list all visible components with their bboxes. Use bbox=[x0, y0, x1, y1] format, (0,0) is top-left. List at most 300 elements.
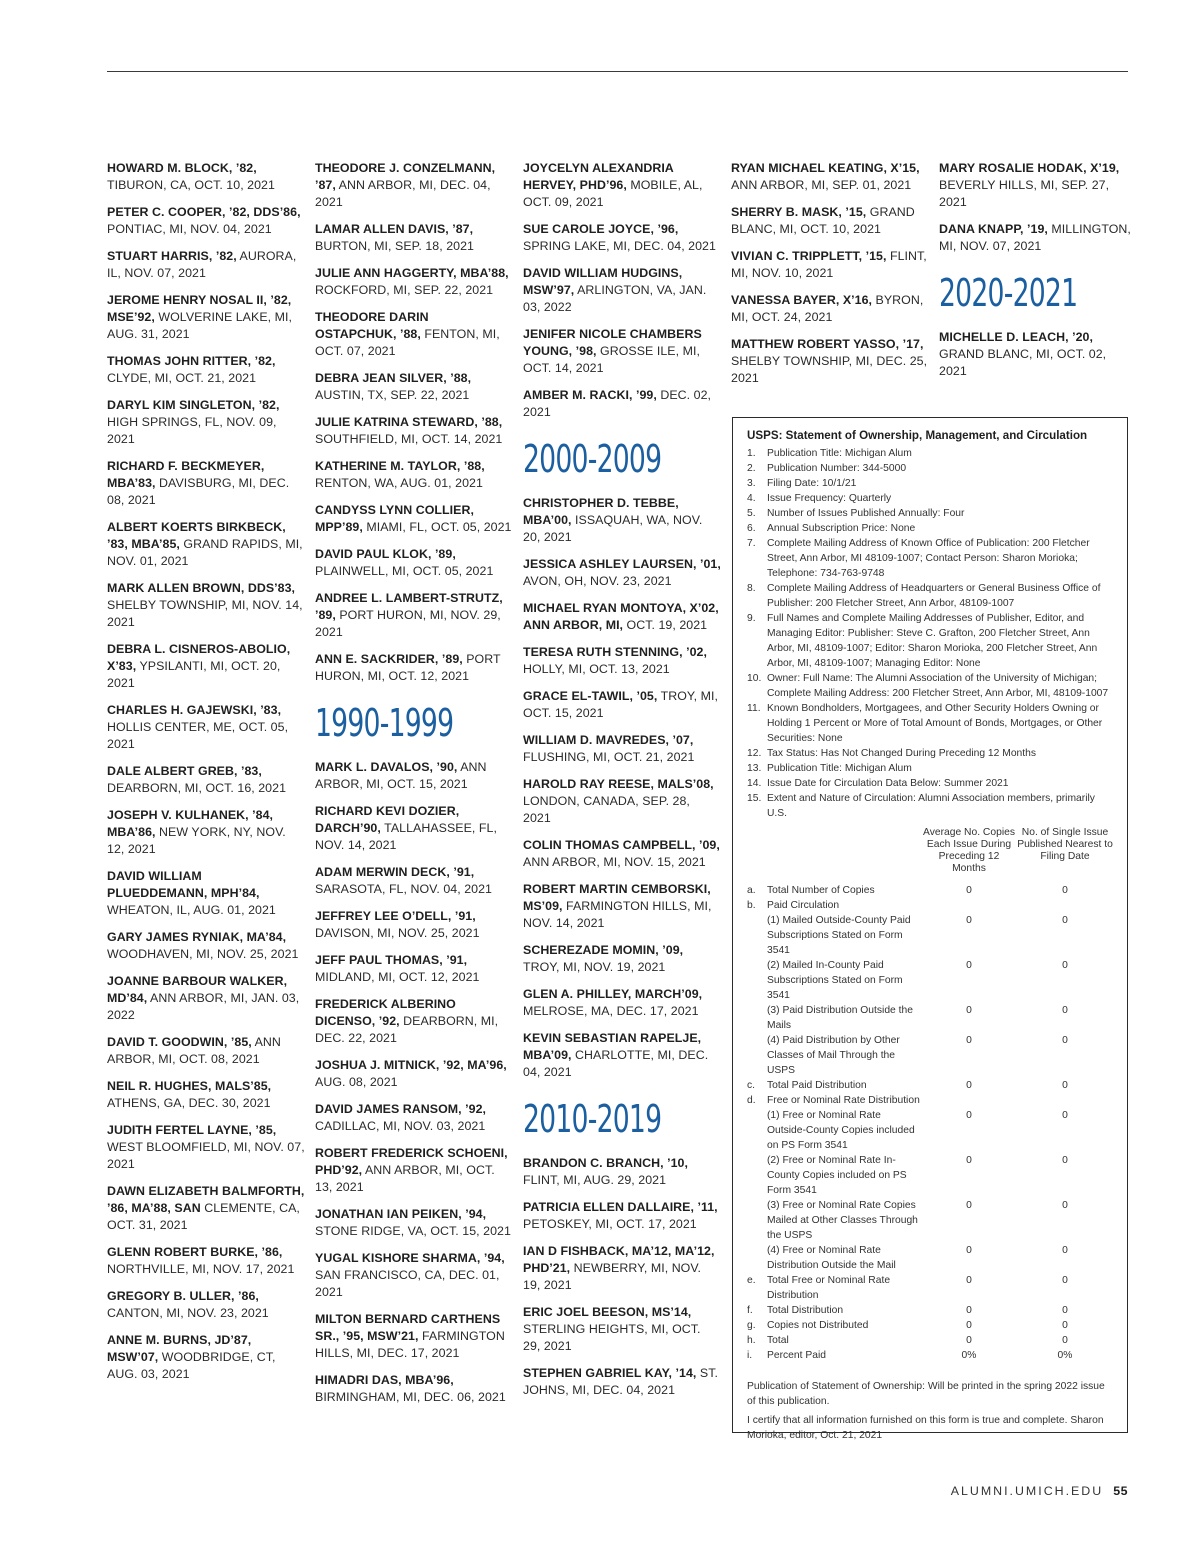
decade-heading: 1990-1999 bbox=[315, 701, 454, 745]
row-average-value: 0% bbox=[961, 1350, 977, 1361]
obituary-details: ANN ARBOR, MI, SEP. 01, 2021 bbox=[731, 178, 912, 192]
obituary-details: WOODHAVEN, MI, NOV. 25, 2021 bbox=[107, 947, 299, 961]
obituary-entry bbox=[107, 160, 305, 194]
usps-item-text: Tax Status: Has Not Changed During Preceding 12 Months bbox=[767, 748, 1037, 759]
row-label: (4) Free or Nominal Rate Distribution Outside the Mail bbox=[767, 1245, 896, 1271]
row-single-value: 0 bbox=[1062, 960, 1068, 971]
row-key bbox=[747, 1243, 767, 1273]
obituary-entry bbox=[523, 556, 721, 590]
row-single-value: 0 bbox=[1062, 1275, 1068, 1286]
obituary-entry bbox=[107, 458, 305, 509]
obituary-entry bbox=[731, 160, 929, 194]
obituary-name: MILTON BERNARD CARTHENS SR., ’95, MSW’21, bbox=[315, 1312, 501, 1343]
row-average-value: 0 bbox=[966, 1080, 972, 1091]
row-average-value: 0 bbox=[966, 1335, 972, 1346]
obituary-name: JUDITH FERTEL LAYNE, ’85, bbox=[107, 1123, 277, 1137]
obituary-name: AMBER M. RACKI, ’99, bbox=[523, 388, 657, 402]
circulation-row bbox=[747, 1333, 1113, 1348]
obituary-details: AUSTIN, TX, SEP. 22, 2021 bbox=[315, 388, 470, 402]
obituary-name: GREGORY B. ULLER, ’86, bbox=[107, 1289, 259, 1303]
obituary-entry bbox=[939, 160, 1137, 211]
row-average-value: 0 bbox=[966, 1200, 972, 1211]
obituary-entry bbox=[523, 688, 721, 722]
row-key bbox=[747, 958, 767, 1003]
usps-item-text: Full Names and Complete Mailing Addresses of Publisher, Editor, and Managing Editor: Publisher: Steve C. Grafton, 200 Fletcher Street, Ann Arbor, MI, 48109-1007; Editor: Sharon Morioka, 200 Fletcher Street, Ann Arbor, MI, 48109-1007; Managing Editor: None bbox=[767, 613, 1098, 669]
obituary-entry bbox=[315, 1311, 513, 1362]
obituary-details: ST. JOHNS, MI, DEC. 04, 2021 bbox=[523, 1366, 718, 1397]
circulation-row bbox=[747, 1153, 1113, 1198]
obituary-details: MOBILE, AL, OCT. 09, 2021 bbox=[523, 178, 703, 209]
obituary-details: AUG. 08, 2021 bbox=[315, 1075, 398, 1089]
row-label: (3) Paid Distribution Outside the Mails bbox=[767, 1005, 913, 1031]
obituary-details: TROY, MI, OCT. 15, 2021 bbox=[523, 689, 718, 720]
row-key bbox=[747, 913, 767, 958]
obituary-name: JOSHUA J. MITNICK, ’92, MA’96, bbox=[315, 1058, 507, 1072]
row-key: c. bbox=[747, 1080, 756, 1091]
usps-item bbox=[747, 671, 1113, 701]
obituary-details: PETOSKEY, MI, OCT. 17, 2021 bbox=[523, 1217, 697, 1231]
obituary-entry bbox=[315, 370, 513, 404]
obituary-entry bbox=[315, 458, 513, 492]
row-average-value: 0 bbox=[966, 1005, 972, 1016]
obituary-details: WOODBRIDGE, CT, AUG. 03, 2021 bbox=[107, 1350, 276, 1381]
obituary-details: ANN ARBOR, MI, OCT. 08, 2021 bbox=[107, 1035, 281, 1066]
obituary-name: ANNE M. BURNS, JD’87, MSW’07, bbox=[107, 1333, 252, 1364]
obituary-details: TROY, MI, NOV. 19, 2021 bbox=[523, 960, 666, 974]
obituary-details: PONTIAC, MI, NOV. 04, 2021 bbox=[107, 222, 272, 236]
usps-item bbox=[747, 776, 1113, 791]
row-single-value: 0 bbox=[1062, 885, 1068, 896]
obituary-entry bbox=[107, 248, 305, 282]
obituary-details: CADILLAC, MI, NOV. 03, 2021 bbox=[315, 1119, 486, 1133]
obituary-entry bbox=[107, 292, 305, 343]
obituary-column-4 bbox=[731, 160, 929, 397]
row-single-value: 0 bbox=[1062, 1035, 1068, 1046]
row-key: g. bbox=[747, 1320, 756, 1331]
obituary-entry bbox=[107, 1288, 305, 1322]
obituary-details: TIBURON, CA, OCT. 10, 2021 bbox=[107, 178, 275, 192]
usps-item-text: Number of Issues Published Annually: Four bbox=[767, 508, 965, 519]
decade-heading: 2000-2009 bbox=[523, 437, 662, 481]
obituary-name: RICHARD F. BECKMEYER, MBA’83, bbox=[107, 459, 265, 490]
obituary-details: YPSILANTI, MI, OCT. 20, 2021 bbox=[107, 659, 281, 690]
circulation-row bbox=[747, 1348, 1113, 1363]
obituary-name: LAMAR ALLEN DAVIS, ’87, bbox=[315, 222, 474, 236]
usps-item bbox=[747, 521, 1113, 536]
obituary-details: NEWBERRY, MI, NOV. 19, 2021 bbox=[523, 1261, 702, 1292]
obituary-entry bbox=[107, 1332, 305, 1383]
obituary-entry bbox=[523, 265, 721, 316]
obituary-details: STERLING HEIGHTS, MI, OCT. 29, 2021 bbox=[523, 1322, 701, 1353]
usps-item bbox=[747, 761, 1113, 776]
obituary-name: COLIN THOMAS CAMPBELL, ’09, bbox=[523, 838, 720, 852]
usps-statement-box bbox=[732, 417, 1128, 1441]
obituary-entry bbox=[315, 414, 513, 448]
row-key bbox=[747, 1003, 767, 1033]
obituary-name: DALE ALBERT GREB, ’83, bbox=[107, 764, 262, 778]
usps-item-number: 9. bbox=[747, 613, 756, 624]
obituary-name: DAVID T. GOODWIN, ’85, bbox=[107, 1035, 252, 1049]
obituary-name: KEVIN SEBASTIAN RAPELJE, MBA’09, bbox=[523, 1031, 702, 1062]
obituary-entry bbox=[523, 1155, 721, 1189]
obituary-name: JEROME HENRY NOSAL II, ’82, MSE’92, bbox=[107, 293, 292, 324]
circulation-row bbox=[747, 1078, 1113, 1093]
obituary-details: MIAMI, FL, OCT. 05, 2021 bbox=[362, 520, 512, 534]
obituary-entry bbox=[107, 580, 305, 631]
row-label: (1) Mailed Outside-County Paid Subscriptions Stated on Form 3541 bbox=[767, 915, 911, 956]
row-key: i. bbox=[747, 1350, 753, 1361]
circulation-row bbox=[747, 1318, 1113, 1333]
obituary-entry bbox=[107, 973, 305, 1024]
usps-item bbox=[747, 611, 1113, 671]
obituary-name: HOWARD M. BLOCK, ’82, bbox=[107, 161, 257, 175]
usps-item bbox=[747, 701, 1113, 746]
obituary-details: DAVISBURG, MI, DEC. 08, 2021 bbox=[107, 476, 290, 507]
col-single-issue-header: No. of Single Issue Published Nearest to Filing Date bbox=[1017, 827, 1113, 862]
row-average-value: 0 bbox=[966, 1245, 972, 1256]
obituary-name: JESSICA ASHLEY LAURSEN, ’01, bbox=[523, 557, 721, 571]
obituary-entry bbox=[107, 1122, 305, 1173]
obituary-entry bbox=[731, 336, 929, 387]
obituary-details: PORT HURON, MI, OCT. 12, 2021 bbox=[315, 652, 501, 683]
obituary-details: NEW YORK, NY, NOV. 12, 2021 bbox=[107, 825, 286, 856]
obituary-entry bbox=[107, 1034, 305, 1068]
obituary-name: JOSEPH V. KULHANEK, ’84, MBA’86, bbox=[107, 808, 273, 839]
obituary-details: SAN FRANCISCO, CA, DEC. 01, 2021 bbox=[315, 1268, 500, 1299]
obituary-details: DEC. 02, 2021 bbox=[523, 388, 712, 419]
obituary-name: PETER C. COOPER, ’82, DDS’86, bbox=[107, 205, 301, 219]
row-label: Total Distribution bbox=[767, 1305, 844, 1316]
obituary-name: THEODORE J. CONZELMANN, ’87, bbox=[315, 161, 496, 192]
row-label: Free or Nominal Rate Distribution bbox=[767, 1095, 920, 1106]
decade-heading: 2020-2021 bbox=[939, 271, 1078, 315]
obituary-entry bbox=[315, 590, 513, 641]
obituary-entry bbox=[731, 204, 929, 238]
obituary-name: SUE CAROLE JOYCE, ’96, bbox=[523, 222, 679, 236]
obituary-details: HIGH SPRINGS, FL, NOV. 09, 2021 bbox=[107, 415, 277, 446]
obituary-details: GRAND BLANC, MI, OCT. 02, 2021 bbox=[939, 347, 1107, 378]
obituary-name: HAROLD RAY REESE, MALS’08, bbox=[523, 777, 714, 791]
obituary-entry bbox=[315, 1250, 513, 1301]
obituary-details: SHELBY TOWNSHIP, MI, DEC. 25, 2021 bbox=[731, 354, 928, 385]
obituary-details: SOUTHFIELD, MI, OCT. 14, 2021 bbox=[315, 432, 503, 446]
row-single-value bbox=[1017, 1093, 1113, 1108]
obituary-details: BURTON, MI, SEP. 18, 2021 bbox=[315, 239, 474, 253]
obituary-name: ERIC JOEL BEESON, MS’14, bbox=[523, 1305, 692, 1319]
obituary-column-5 bbox=[939, 160, 1137, 390]
circulation-row bbox=[747, 1003, 1113, 1033]
obituary-entry bbox=[315, 996, 513, 1047]
obituary-name: RYAN MICHAEL KEATING, X’15, bbox=[731, 161, 920, 175]
usps-title: USPS: Statement of Ownership, Management, and Circulation bbox=[747, 429, 1088, 442]
obituary-name: DARYL KIM SINGLETON, ’82, bbox=[107, 398, 280, 412]
row-label: Total Number of Copies bbox=[767, 885, 875, 896]
obituary-entry bbox=[107, 519, 305, 570]
top-rule bbox=[107, 71, 1128, 72]
obituary-entry bbox=[523, 495, 721, 546]
obituary-name: DAVID WILLIAM PLUEDDEMANN, MPH’84, bbox=[107, 869, 260, 900]
obituary-details: FLUSHING, MI, OCT. 21, 2021 bbox=[523, 750, 695, 764]
obituary-entry bbox=[315, 309, 513, 360]
obituary-entry bbox=[523, 986, 721, 1020]
obituary-entry bbox=[523, 600, 721, 634]
obituary-details: AVON, OH, NOV. 23, 2021 bbox=[523, 574, 672, 588]
row-label: Percent Paid bbox=[767, 1350, 826, 1361]
circulation-row bbox=[747, 958, 1113, 1003]
usps-item-number: 5. bbox=[747, 508, 756, 519]
row-average-value: 0 bbox=[966, 1320, 972, 1331]
row-label: Total bbox=[767, 1335, 789, 1346]
row-label: Paid Circulation bbox=[767, 900, 840, 911]
obituary-details: HOLLY, MI, OCT. 13, 2021 bbox=[523, 662, 670, 676]
obituary-entry bbox=[107, 204, 305, 238]
obituary-details: MELROSE, MA, DEC. 17, 2021 bbox=[523, 1004, 699, 1018]
obituary-details: MIDLAND, MI, OCT. 12, 2021 bbox=[315, 970, 480, 984]
usps-item-text: Publication Title: Michigan Alum bbox=[767, 448, 912, 459]
obituary-details: SARASOTA, FL, NOV. 04, 2021 bbox=[315, 882, 492, 896]
obituary-name: DEBRA L. CISNEROS-ABOLIO, X’83, bbox=[107, 642, 291, 673]
usps-item bbox=[747, 491, 1113, 506]
obituary-details: FENTON, MI, OCT. 07, 2021 bbox=[315, 327, 500, 358]
obituary-details: NORTHVILLE, MI, NOV. 17, 2021 bbox=[107, 1262, 295, 1276]
obituary-entry bbox=[107, 807, 305, 858]
obituary-name: GLENN ROBERT BURKE, ’86, bbox=[107, 1245, 283, 1259]
obituary-name: GARY JAMES RYNIAK, MA’84, bbox=[107, 930, 287, 944]
usps-item-text: Annual Subscription Price: None bbox=[767, 523, 916, 534]
obituary-details: DEARBORN, MI, DEC. 22, 2021 bbox=[315, 1014, 499, 1045]
obituary-name: JOANNE BARBOUR WALKER, MD’84, bbox=[107, 974, 288, 1005]
obituary-details: BEVERLY HILLS, MI, SEP. 27, 2021 bbox=[939, 178, 1110, 209]
usps-item bbox=[747, 791, 1113, 821]
usps-item-text: Extent and Nature of Circulation: Alumni Association members, primarily U.S. bbox=[767, 793, 1095, 819]
circulation-row bbox=[747, 1198, 1113, 1243]
obituary-details: BYRON, MI, OCT. 24, 2021 bbox=[731, 293, 924, 324]
obituary-name: MICHAEL RYAN MONTOYA, X’02, ANN ARBOR, MI, bbox=[523, 601, 719, 632]
obituary-name: MICHELLE D. LEACH, ’20, bbox=[939, 330, 1093, 344]
row-single-value: 0 bbox=[1062, 1335, 1068, 1346]
obituary-details: ISSAQUAH, WA, NOV. 20, 2021 bbox=[523, 513, 703, 544]
obituary-name: HIMADRI DAS, MBA’96, bbox=[315, 1373, 454, 1387]
obituary-name: FREDERICK ALBERINO DICENSO, ’92, bbox=[315, 997, 456, 1028]
obituary-name: SCHEREZADE MOMIN, ’09, bbox=[523, 943, 684, 957]
obituary-name: JOYCELYN ALEXANDRIA HERVEY, PHD’96, bbox=[523, 161, 674, 192]
row-average-value: 0 bbox=[966, 915, 972, 926]
obituary-entry bbox=[315, 265, 513, 299]
usps-item-text: Owner: Full Name: The Alumni Association of the University of Michigan; Complete Mailing Address: 200 Fletcher Street, Ann Arbor, MI, 48109-1007 bbox=[767, 673, 1109, 699]
obituary-details: MILLINGTON, MI, NOV. 07, 2021 bbox=[939, 222, 1131, 253]
obituary-name: JEFF PAUL THOMAS, ’91, bbox=[315, 953, 468, 967]
obituary-details: WHEATON, IL, AUG. 01, 2021 bbox=[107, 903, 276, 917]
row-label: Total Free or Nominal Rate Distribution bbox=[767, 1275, 891, 1301]
obituary-name: PATRICIA ELLEN DALLAIRE, ’11, bbox=[523, 1200, 718, 1214]
circulation-row bbox=[747, 898, 1113, 913]
usps-item bbox=[747, 446, 1113, 461]
obituary-details: FLINT, MI, AUG. 29, 2021 bbox=[523, 1173, 667, 1187]
obituary-name: JULIE KATRINA STEWARD, ’88, bbox=[315, 415, 503, 429]
row-average-value: 0 bbox=[966, 960, 972, 971]
obituary-details: ANN ARBOR, MI, NOV. 15, 2021 bbox=[523, 855, 706, 869]
obituary-entry bbox=[939, 329, 1137, 380]
obituary-name: NEIL R. HUGHES, MALS’85, bbox=[107, 1079, 272, 1093]
obituary-entry bbox=[315, 221, 513, 255]
obituary-name: VIVIAN C. TRIPPLETT, ’15, bbox=[731, 249, 887, 263]
circulation-row bbox=[747, 1303, 1113, 1318]
obituary-details: PORT HURON, MI, NOV. 29, 2021 bbox=[315, 608, 501, 639]
obituary-name: ALBERT KOERTS BIRKBECK, ’83, MBA’85, bbox=[107, 520, 286, 551]
usps-item-number: 6. bbox=[747, 523, 756, 534]
obituary-details: BIRMINGHAM, MI, DEC. 06, 2021 bbox=[315, 1390, 506, 1404]
col-average-header: Average No. Copies Each Issue During Preceding 12 Months bbox=[923, 827, 1015, 874]
circulation-row bbox=[747, 1033, 1113, 1078]
row-average-value: 0 bbox=[966, 1035, 972, 1046]
obituary-entry bbox=[315, 651, 513, 685]
obituary-entry bbox=[107, 641, 305, 692]
obituary-entry bbox=[523, 326, 721, 377]
publication-note: Publication of Statement of Ownership: Will be printed in the spring 2022 issue of this publication. bbox=[747, 1381, 1105, 1407]
obituary-entry bbox=[107, 702, 305, 753]
obituary-entry bbox=[107, 929, 305, 963]
obituary-entry bbox=[523, 644, 721, 678]
row-average-value: 0 bbox=[966, 1305, 972, 1316]
row-key: e. bbox=[747, 1275, 756, 1286]
obituary-entry bbox=[523, 1243, 721, 1294]
obituary-entry bbox=[939, 221, 1137, 255]
obituary-entry bbox=[315, 1145, 513, 1196]
usps-item bbox=[747, 461, 1113, 476]
obituary-name: MARK ALLEN BROWN, DDS’83, bbox=[107, 581, 296, 595]
obituary-name: GLEN A. PHILLEY, MARCH’09, bbox=[523, 987, 703, 1001]
obituary-details: ANN ARBOR, MI, OCT. 13, 2021 bbox=[315, 1163, 495, 1194]
row-label: Total Paid Distribution bbox=[767, 1080, 867, 1091]
obituary-details: OCT. 19, 2021 bbox=[623, 618, 708, 632]
row-label: (2) Free or Nominal Rate In-County Copies included on PS Form 3541 bbox=[767, 1155, 907, 1196]
obituary-details: ANN ARBOR, MI, JAN. 03, 2022 bbox=[107, 991, 300, 1022]
circulation-table bbox=[747, 827, 1113, 1363]
obituary-entry bbox=[315, 952, 513, 986]
obituary-entry bbox=[315, 908, 513, 942]
row-average-value bbox=[921, 1093, 1017, 1108]
usps-item-number: 11. bbox=[747, 703, 761, 714]
obituary-name: ANN E. SACKRIDER, ’89, bbox=[315, 652, 463, 666]
usps-item-text: Complete Mailing Address of Headquarters or General Business Office of Publisher: 200 Fletcher Street, Ann Arbor, 48109-1007 bbox=[767, 583, 1101, 609]
obituary-name: ADAM MERWIN DECK, ’91, bbox=[315, 865, 475, 879]
circulation-row bbox=[747, 1108, 1113, 1153]
obituary-details: FLINT, MI, NOV. 10, 2021 bbox=[731, 249, 927, 280]
row-single-value: 0 bbox=[1062, 1005, 1068, 1016]
obituary-details: WOLVERINE LAKE, MI, AUG. 31, 2021 bbox=[107, 310, 292, 341]
obituary-details: GRAND BLANC, MI, OCT. 10, 2021 bbox=[731, 205, 915, 236]
obituary-name: JEFFREY LEE O’DELL, ’91, bbox=[315, 909, 476, 923]
row-key: h. bbox=[747, 1335, 756, 1346]
obituary-entry bbox=[523, 837, 721, 871]
obituary-name: STUART HARRIS, ’82, bbox=[107, 249, 237, 263]
obituary-name: WILLIAM D. MAVREDES, ’07, bbox=[523, 733, 694, 747]
row-single-value bbox=[1017, 898, 1113, 913]
obituary-details: CANTON, MI, NOV. 23, 2021 bbox=[107, 1306, 269, 1320]
obituary-entry bbox=[107, 763, 305, 797]
usps-item-text: Issue Frequency: Quarterly bbox=[767, 493, 892, 504]
obituary-name: MATTHEW ROBERT YASSO, ’17, bbox=[731, 337, 924, 351]
obituary-name: STEPHEN GABRIEL KAY, ’14, bbox=[523, 1366, 697, 1380]
obituary-name: DAVID WILLIAM HUDGINS, MSW’97, bbox=[523, 266, 683, 297]
usps-item bbox=[747, 581, 1113, 611]
circulation-table-header bbox=[747, 827, 1113, 883]
obituary-details: TALLAHASSEE, FL, NOV. 14, 2021 bbox=[315, 821, 497, 852]
obituary-name: JONATHAN IAN PEIKEN, ’94, bbox=[315, 1207, 487, 1221]
obituary-entry bbox=[523, 732, 721, 766]
obituary-entry bbox=[315, 160, 513, 211]
obituary-name: ANDREE L. LAMBERT-STRUTZ, ’89, bbox=[315, 591, 503, 622]
obituary-details: HOLLIS CENTER, ME, OCT. 05, 2021 bbox=[107, 720, 289, 751]
circulation-row bbox=[747, 913, 1113, 958]
obituary-name: DANA KNAPP, ’19, bbox=[939, 222, 1048, 236]
circulation-row bbox=[747, 1273, 1113, 1303]
obituary-details: ROCKFORD, MI, SEP. 22, 2021 bbox=[315, 283, 494, 297]
obituary-entry bbox=[107, 397, 305, 448]
usps-item-text: Known Bondholders, Mortgagees, and Other Security Holders Owning or Holding 1 Percent or More of Total Amount of Bonds, Mortgages, or Other Securities: None bbox=[767, 703, 1103, 744]
row-label: Copies not Distributed bbox=[767, 1320, 869, 1331]
row-single-value: 0% bbox=[1057, 1350, 1073, 1361]
obituary-details: CLEMENTE, CA, OCT. 31, 2021 bbox=[107, 1201, 300, 1232]
obituary-entry bbox=[523, 776, 721, 827]
usps-item-number: 2. bbox=[747, 463, 756, 474]
row-single-value: 0 bbox=[1062, 1245, 1068, 1256]
usps-item-number: 8. bbox=[747, 583, 756, 594]
obituary-name: CHRISTOPHER D. TEBBE, MBA’00, bbox=[523, 496, 679, 527]
row-key: d. bbox=[747, 1095, 756, 1106]
circulation-row bbox=[747, 1093, 1113, 1108]
obituary-entry bbox=[523, 1030, 721, 1081]
obituary-column-2 bbox=[315, 160, 513, 1416]
obituary-details: CHARLOTTE, MI, DEC. 04, 2021 bbox=[523, 1048, 709, 1079]
usps-item-text: Issue Date for Circulation Data Below: Summer 2021 bbox=[767, 778, 1009, 789]
obituary-details: ATHENS, GA, DEC. 30, 2021 bbox=[107, 1096, 271, 1110]
obituary-details: SHELBY TOWNSHIP, MI, NOV. 14, 2021 bbox=[107, 598, 303, 629]
obituary-name: JENIFER NICOLE CHAMBERS YOUNG, ’98, bbox=[523, 327, 702, 358]
obituary-name: THOMAS JOHN RITTER, ’82, bbox=[107, 354, 276, 368]
usps-item-number: 1. bbox=[747, 448, 756, 459]
obituary-details: WEST BLOOMFIELD, MI, NOV. 07, 2021 bbox=[107, 1140, 305, 1171]
usps-item-text: Filing Date: 10/1/21 bbox=[767, 478, 857, 489]
obituary-entry bbox=[107, 1183, 305, 1234]
row-key: a. bbox=[747, 885, 756, 896]
obituary-name: GRACE EL-TAWIL, ’05, bbox=[523, 689, 658, 703]
usps-item-number: 7. bbox=[747, 538, 756, 549]
usps-item bbox=[747, 506, 1113, 521]
obituary-entry bbox=[315, 759, 513, 793]
obituary-entry bbox=[523, 387, 721, 421]
obituary-name: JULIE ANN HAGGERTY, MBA’88, bbox=[315, 266, 509, 280]
obituary-entry bbox=[315, 1206, 513, 1240]
obituary-details: DAVISON, MI, NOV. 25, 2021 bbox=[315, 926, 480, 940]
row-single-value: 0 bbox=[1062, 1155, 1068, 1166]
usps-item-text: Publication Title: Michigan Alum bbox=[767, 763, 912, 774]
obituary-column-1 bbox=[107, 160, 305, 1393]
obituary-details: LONDON, CANADA, SEP. 28, 2021 bbox=[523, 794, 690, 825]
row-single-value: 0 bbox=[1062, 1200, 1068, 1211]
row-single-value: 0 bbox=[1062, 915, 1068, 926]
obituary-entry bbox=[315, 803, 513, 854]
obituary-name: DEBRA JEAN SILVER, ’88, bbox=[315, 371, 472, 385]
obituary-details: GROSSE ILE, MI, OCT. 14, 2021 bbox=[523, 344, 700, 375]
row-average-value: 0 bbox=[966, 1155, 972, 1166]
obituary-name: THEODORE DARIN OSTAPCHUK, ’88, bbox=[315, 310, 429, 341]
usps-item-number: 14. bbox=[747, 778, 762, 789]
obituary-name: RICHARD KEVI DOZIER, DARCH’90, bbox=[315, 804, 460, 835]
obituary-details: ANN ARBOR, MI, OCT. 15, 2021 bbox=[315, 760, 487, 791]
row-average-value bbox=[921, 898, 1017, 913]
row-key bbox=[747, 1108, 767, 1153]
